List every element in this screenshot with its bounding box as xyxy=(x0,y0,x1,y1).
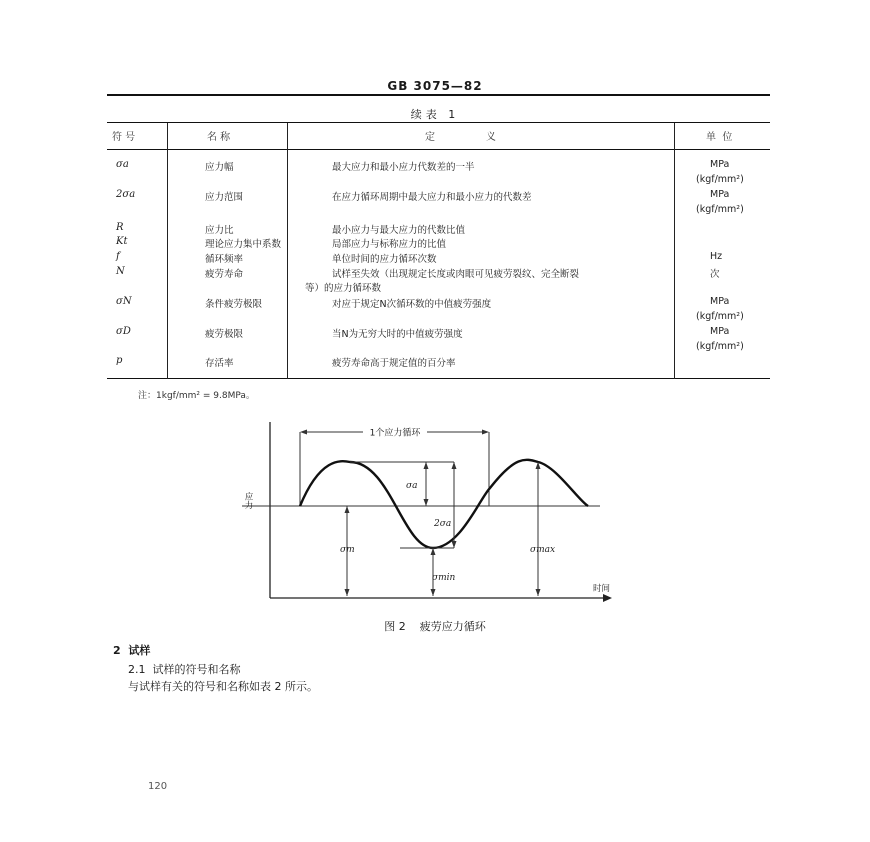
row-name: 理论应力集中系数 xyxy=(205,239,282,250)
row-symbol: σa xyxy=(116,159,129,170)
table-header-rule xyxy=(107,149,770,150)
row-definition: 对应于规定N次循环数的中值疲劳强度 xyxy=(332,299,492,310)
table-caption: 续表 1 xyxy=(410,108,460,121)
row-unit: Hz xyxy=(710,251,723,262)
figure-caption: 图 2 疲劳应力循环 xyxy=(384,620,486,633)
row-symbol: 2σa xyxy=(116,189,136,200)
row-symbol: R xyxy=(116,222,124,233)
row-definition: 疲劳寿命高于规定值的百分率 xyxy=(332,358,456,369)
row-symbol: N xyxy=(116,266,125,277)
row-definition: 最小应力与最大应力的代数比值 xyxy=(332,225,466,236)
page-number: 120 xyxy=(148,781,168,792)
arrowhead xyxy=(452,462,457,469)
row-unit: MPa xyxy=(710,296,730,307)
column-divider xyxy=(167,123,168,379)
arrowhead xyxy=(536,589,541,596)
arrowhead xyxy=(482,430,489,435)
stress-cycle-figure xyxy=(220,408,640,613)
row-name: 存活率 xyxy=(205,358,234,369)
table-bottom-rule xyxy=(107,378,770,379)
arrowhead xyxy=(424,462,429,469)
row-unit: (kgf/mm²) xyxy=(696,204,744,215)
row-unit: 次 xyxy=(710,269,720,280)
column-divider xyxy=(674,123,675,379)
standard-number: GB 3075—82 xyxy=(387,79,483,93)
sigma-max-label: σmax xyxy=(530,545,556,555)
sigma-min-label: σmin xyxy=(432,573,456,583)
arrowhead xyxy=(345,506,350,513)
table-note: 注：1kgf/mm² = 9.8MPa。 xyxy=(138,391,255,401)
arrowhead xyxy=(345,589,350,596)
sigma-a-label: σa xyxy=(406,481,418,491)
cycle-label: 1个应力循环 xyxy=(369,428,421,439)
row-symbol: σN xyxy=(116,296,132,307)
time-axis-label: 时间 xyxy=(593,584,611,594)
row-definition: 当N为无穷大时的中值疲劳强度 xyxy=(332,329,463,340)
row-unit: (kgf/mm²) xyxy=(696,174,744,185)
arrowhead xyxy=(424,499,429,506)
row-name: 循环频率 xyxy=(205,254,244,265)
row-symbol: Kt xyxy=(116,236,128,247)
row-name: 疲劳极限 xyxy=(205,329,244,340)
row-definition: 等）的应力循环数 xyxy=(305,283,382,294)
column-divider xyxy=(287,123,288,379)
column-header-name: 名 称 xyxy=(207,132,231,143)
row-definition: 局部应力与标称应力的比值 xyxy=(332,239,447,250)
two-sigma-a-label: 2σa xyxy=(434,519,452,529)
arrowhead xyxy=(300,430,307,435)
row-definition: 在应力循环周期中最大应力和最小应力的代数差 xyxy=(332,192,532,203)
row-definition: 最大应力和最小应力代数差的一半 xyxy=(332,162,475,173)
arrowhead xyxy=(452,541,457,548)
row-unit: MPa xyxy=(710,189,730,200)
row-symbol: σD xyxy=(116,326,131,337)
table-top-rule xyxy=(107,122,770,123)
column-header-definition: 定 义 xyxy=(425,132,496,143)
time-axis-arrow xyxy=(603,594,612,602)
column-header-symbol: 符 号 xyxy=(112,132,136,143)
arrowhead xyxy=(431,589,436,596)
stress-axis-label: 应力 xyxy=(243,492,253,509)
sigma-m-label: σm xyxy=(340,545,355,555)
row-name: 疲劳寿命 xyxy=(205,269,244,280)
row-definition: 单位时间的应力循环次数 xyxy=(332,254,437,265)
row-name: 应力幅 xyxy=(205,162,234,173)
row-unit: MPa xyxy=(710,326,730,337)
row-definition: 试样至失效（出现规定长度或肉眼可见疲劳裂纹、完全断裂 xyxy=(332,269,580,280)
section-paragraph: 与试样有关的符号和名称如表 2 所示。 xyxy=(128,680,318,693)
row-unit: (kgf/mm²) xyxy=(696,341,744,352)
row-unit: MPa xyxy=(710,159,730,170)
row-symbol: f xyxy=(116,251,120,262)
section-heading: 2 试样 xyxy=(113,644,151,657)
row-symbol: p xyxy=(116,355,123,366)
sine-wave xyxy=(300,460,588,548)
row-name: 条件疲劳极限 xyxy=(205,299,263,310)
header-rule xyxy=(107,94,770,96)
row-name: 应力范围 xyxy=(205,192,244,203)
row-name: 应力比 xyxy=(205,225,234,236)
subsection-heading: 2.1 试样的符号和名称 xyxy=(128,663,241,676)
column-header-unit: 单 位 xyxy=(706,132,733,143)
row-unit: (kgf/mm²) xyxy=(696,311,744,322)
